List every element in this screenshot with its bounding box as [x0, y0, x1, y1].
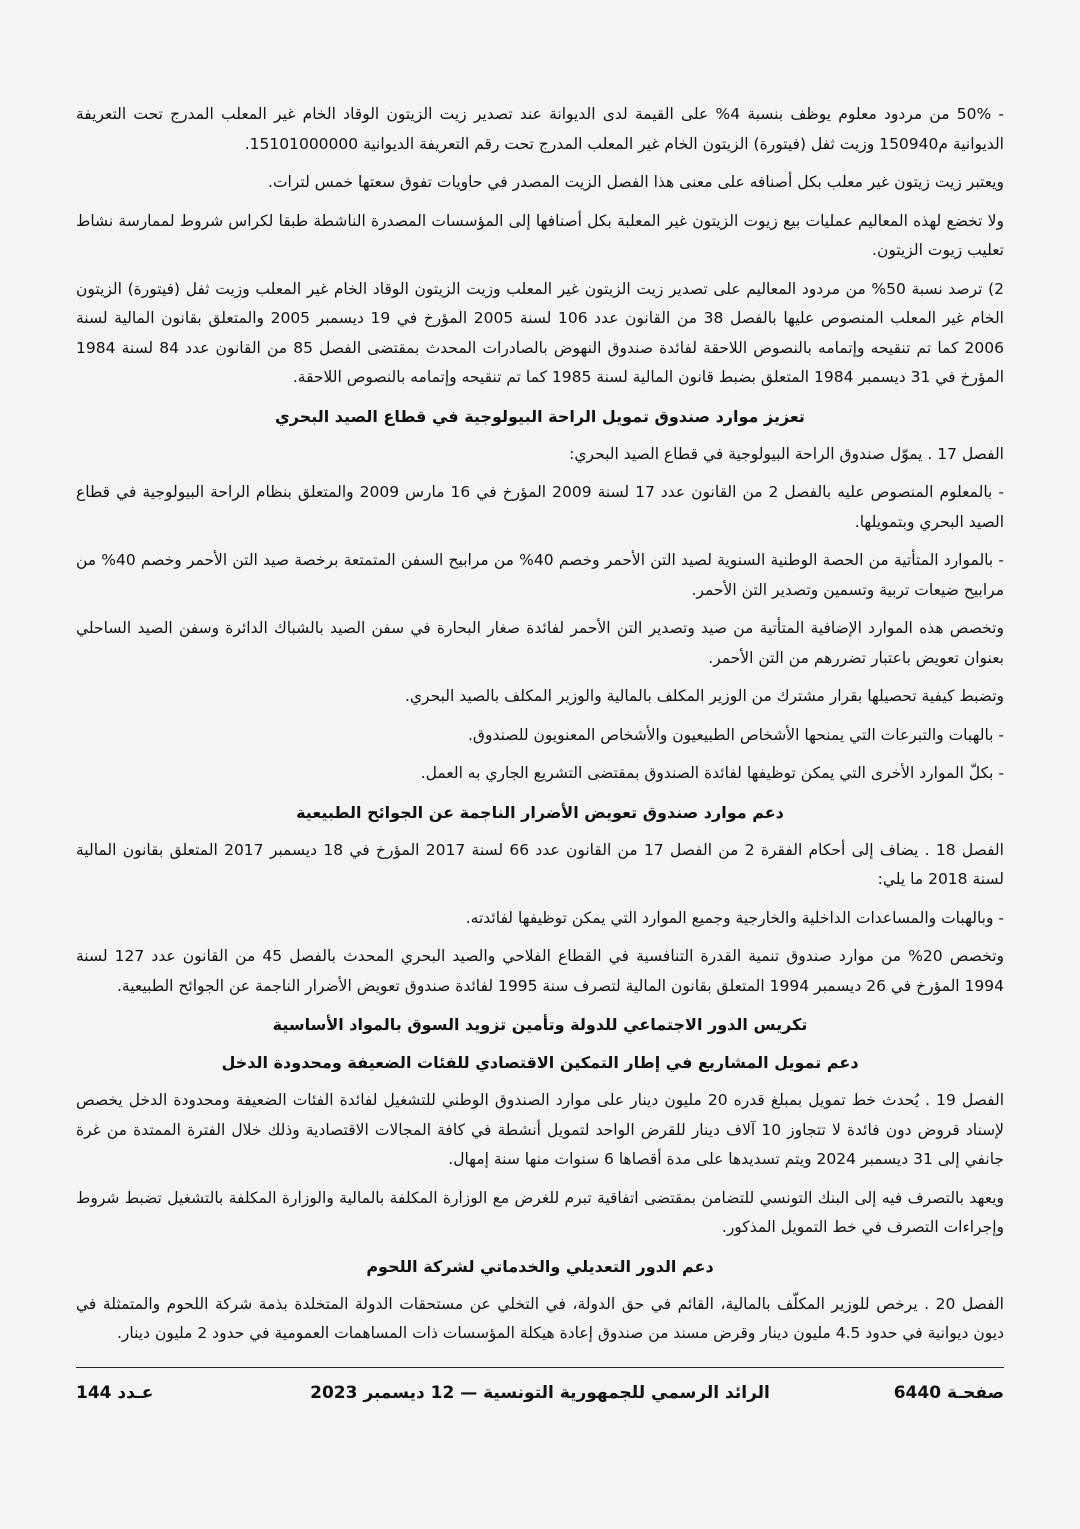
- article-17-item-donations: - بالهبات والتبرعات التي يمنحها الأشخاص الطبيعيون والأشخاص المعنويون للصندوق.: [468, 725, 1004, 744]
- article-18-intro: الفصل 18 . يضاف إلى أحكام الفقرة 2 من الفصل 17 من القانون عدد 66 لسنة 2017 المؤرخ في 18 ديسمبر 2017 المتعلق بقانون المالية لسنة 2018 ما يلي:: [76, 840, 1004, 888]
- paragraph-allocation-export-fund: 2) ترصد نسبة 50% من مردود المعاليم على تصدير زيت الزيتون غير المعلب وزيت الزيتون الوقاد الخام غير المعلب وزيت ثفل (فيتورة) الزيتون الخام غير المعلب المنصوص عليها بالفصل 38 من القانون عدد 106 لسنة 2005 المؤرخ في 19 ديسمبر 2005 والمتعلق بقانون المالية لسنة 2006 كما تم تنقيحه وإتمامه بالنصوص اللاحقة لفائدة صندوق النهوض بالصادرات المحدث بمقتضى الفصل 85 من القانون عدد 84 لسنة 1984 المؤرخ في 31 ديسمبر 1984 المتعلق بضبط قانون المالية لسنة 1985 كما تم تنقيحه وإتمامه بالنصوص اللاحقة.: [76, 279, 1004, 386]
- article-17-item-fee: - بالمعلوم المنصوص عليه بالفصل 2 من القانون عدد 17 لسنة 2009 المؤرخ في 16 مارس 2009 والمتعلق بنظام الراحة البيولوجية في قطاع الصيد البحري وبتمويلها.: [76, 483, 1004, 531]
- section-heading-natural-disaster-fund: دعم موارد صندوق تعويض الأضرار الناجمة عن الجوائح الطبيعية: [296, 802, 784, 822]
- section-heading-meat-company: دعم الدور التعديلي والخدماتي لشركة اللحوم: [366, 1256, 714, 1276]
- article-17-allocation: وتخصص هذه الموارد الإضافية المتأتية من صيد وتصدير التن الأحمر لفائدة صغار البحارة في سفن الصيد بالشباك الدائرة وسفن الصيد الساحلي بعنوان تعويض باعتبار تضررهم من التن الأحمر.: [76, 619, 1004, 667]
- article-19-credit-line: الفصل 19 . يُحدث خط تمويل بمبلغ قدره 20 مليون دينار على موارد الصندوق الوطني للتشغيل لفائدة الفئات الضعيفة ومحدودة الدخل يخصص لإسناد قروض دون فائدة لا تتجاوز 10 آلاف دينار للقرض الواحد لتمويل أنشطة في كافة المجالات الاقتصادية وذلك خلال الفترة الممتدة من غرة جانفي إلى 31 ديسمبر 2024 ويتم تسديدها على مدة أقصاها 6 سنوات منها سنة إمهال.: [76, 1091, 1005, 1168]
- article-17-intro: الفصل 17 . يموّل صندوق الراحة البيولوجية في قطاع الصيد البحري:: [569, 444, 1004, 463]
- article-20-debt-waiver: الفصل 20 . يرخص للوزير المكلّف بالمالية، القائم في حق الدولة، في التخلي عن مستحقات الدولة المتخلدة بذمة شركة اللحوم والمتمثلة في ديون ديوانية في حدود 4.5 مليون دينار وقرض مسند من صندوق إعادة هيكلة المؤسسات ذات المساهمات العمومية في حدود 2 مليون دينار.: [76, 1294, 1004, 1342]
- footer-issue-number: عـدد 144: [76, 1383, 154, 1403]
- section-heading-biological-rest-fund: تعزيز موارد صندوق تمويل الراحة البيولوجية في قطاع الصيد البحري: [275, 406, 805, 426]
- paragraph-unpackaged-definition: ويعتبر زيت زيتون غير معلب بكل أصنافه على معنى هذا الفصل الزيت المصدر في حاويات تفوق سعتها خمس لترات.: [268, 173, 1004, 191]
- paragraph-exemption: ولا تخضع لهذه المعاليم عمليات بيع زيوت الزيتون غير المعلبة بكل أصنافها إلى المؤسسات المصدرة الناشطة طبقا لكراس شروط لممارسة نشاط تعليب زيوت الزيتون.: [76, 211, 1004, 259]
- article-19-management: ويعهد بالتصرف فيه إلى البنك التونسي للتضامن بمقتضى اتفاقية تبرم للغرض مع الوزارة المكلفة بالمالية والوزارة المكلفة بالتشغيل تضبط شروط وإجراءات التصرف في خط التمويل المذكور.: [76, 1188, 1004, 1236]
- paragraph-tariff-50-percent: - 50% من مردود معلوم يوظف بنسبة 4% على القيمة لدى الديوانة عند تصدير زيت الزيتون الوقاد الخام غير المعلب المدرج تحت التعريفة الديوانية م150940 وزيت ثفل (فيتورة) الزيتون الخام غير المعلب المدرج تحت رقم التعريفة الديوانية 15101000000.: [76, 105, 1004, 153]
- section-heading-economic-empowerment: دعم تمويل المشاريع في إطار التمكين الاقتصادي للفئات الضعيفة ومحدودة الدخل: [221, 1053, 859, 1072]
- section-heading-social-role: تكريس الدور الاجتماعي للدولة وتأمين تزويد السوق بالمواد الأساسية: [272, 1015, 808, 1034]
- article-17-item-other-resources: - بكلّ الموارد الأخرى التي يمكن توظيفها لفائدة الصندوق بمقتضى التشريع الجاري به العمل.: [420, 764, 1004, 782]
- footer-page-number: صفحـة 6440: [893, 1383, 1004, 1403]
- article-17-joint-decision: وتضبط كيفية تحصيلها بقرار مشترك من الوزير المكلف بالمالية والوزير المكلف بالصيد البحري.: [404, 687, 1004, 705]
- article-18-allocation: وتخصص 20% من موارد صندوق تنمية القدرة التنافسية في القطاع الفلاحي والصيد البحري المحدث بالفصل 45 من القانون عدد 127 لسنة 1994 المؤرخ في 26 ديسمبر 1994 المتعلق بقانون المالية لتصرف سنة 1995 لفائدة صندوق تعويض الأضرار الناجمة عن الجوائح الطبيعية.: [76, 947, 1004, 995]
- article-18-item-donations: - وبالهبات والمساعدات الداخلية والخارجية وجميع الموارد التي يمكن توظيفها لفائدته.: [465, 908, 1004, 927]
- page-footer: [76, 1383, 1004, 1413]
- article-17-item-bluefin-tuna: - بالموارد المتأتية من الحصة الوطنية السنوية لصيد التن الأحمر وخصم 40% من مرابيح السفن المتمتعة برخصة صيد التن الأحمر وخصم 40% من مرابيح ضيعات تربية وتسمين وتصدير التن الأحمر.: [76, 551, 1004, 599]
- footer-journal-title-date: الرائد الرسمي للجمهورية التونسية — 12 ديسمبر 2023: [310, 1383, 770, 1403]
- footer-divider: [76, 1367, 1004, 1368]
- document-body: [76, 100, 1004, 1349]
